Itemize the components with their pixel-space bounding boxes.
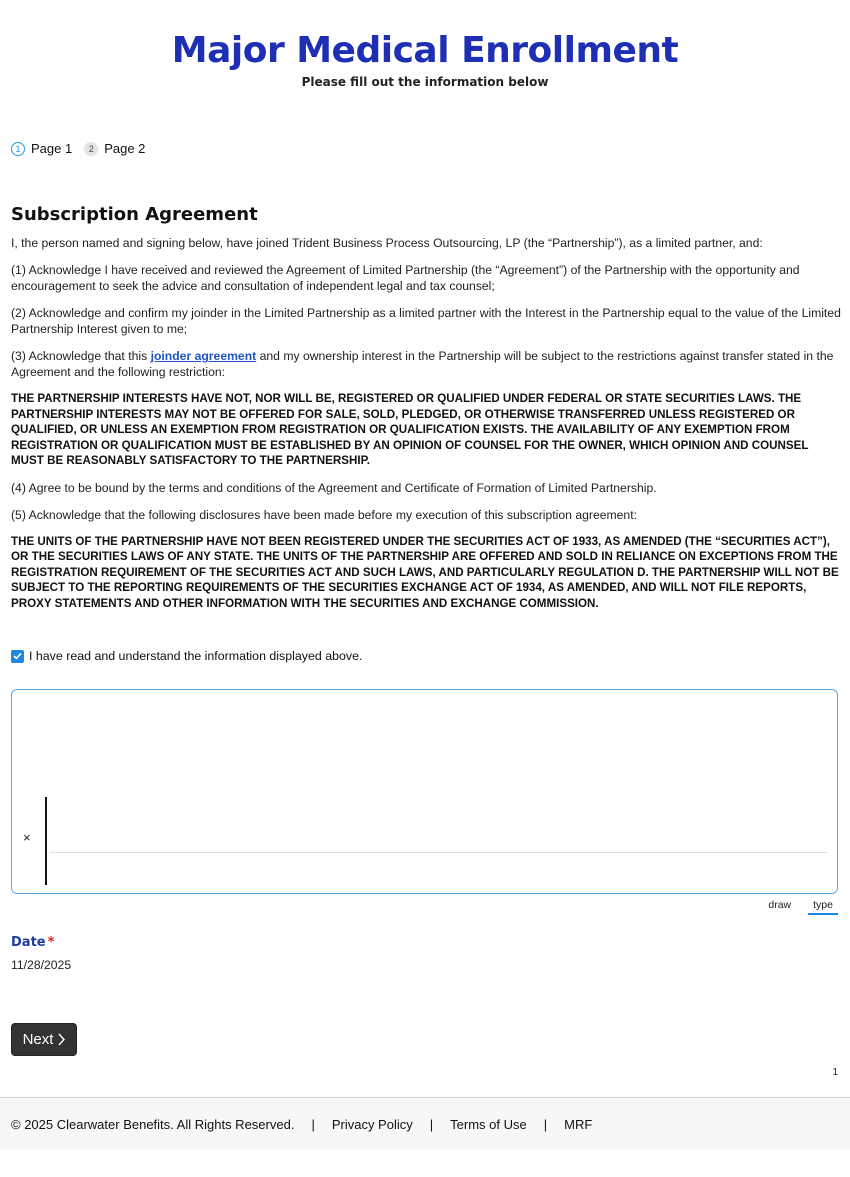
step-1-number: 1 [11, 142, 25, 156]
next-button[interactable] [11, 1023, 77, 1056]
step-1-label: Page 1 [31, 141, 73, 156]
footer-copyright: © 2025 Clearwater Benefits. All Rights Reserved. [11, 1116, 295, 1132]
joinder-agreement-link[interactable]: joinder agreement [150, 349, 257, 363]
agreement-item-3 [11, 348, 841, 380]
footer [0, 1097, 850, 1150]
privacy-policy-link[interactable]: Privacy Policy [331, 1116, 413, 1132]
step-indicator [11, 141, 157, 156]
page-header [0, 30, 850, 89]
step-page-2[interactable] [84, 141, 145, 156]
footer-separator: | [543, 1116, 548, 1132]
date-label [11, 935, 54, 950]
signature-x-mark: × [23, 830, 31, 845]
signature-mode-draw[interactable]: draw [768, 899, 792, 911]
date-value: 11/28/2025 [11, 958, 72, 972]
text-cursor [45, 797, 47, 885]
signature-mode-tabs [751, 899, 838, 915]
agreement-content [11, 204, 841, 622]
section-title: Subscription Agreement [11, 204, 258, 225]
agreement-item-1: (1) Acknowledge I have received and reviewed the Agreement of Limited Partnership (the “Agreement”) of the Partnership with the opportunity and encouragement to seek the advice and consultation of independent legal and tax counsel; [11, 263, 800, 293]
signature-mode-type[interactable]: type [808, 899, 838, 915]
agreement-intro: I, the person named and signing below, have joined Trident Business Process Outsourcing, LP (the “Partnership”), as a limited partner, and: [11, 236, 763, 250]
page-title: Major Medical Enrollment [171, 30, 679, 71]
signature-baseline [50, 852, 827, 853]
item-3-text-before: (3) Acknowledge that this [11, 349, 151, 363]
step-2-number: 2 [84, 142, 98, 156]
date-label-text: Date [11, 935, 46, 950]
terms-of-use-link[interactable]: Terms of Use [450, 1116, 527, 1132]
signature-pad[interactable] [11, 689, 838, 894]
acknowledge-checkbox[interactable] [11, 650, 24, 663]
step-2-label: Page 2 [104, 141, 146, 156]
page-number: 1 [832, 1067, 838, 1078]
acknowledge-label: I have read and understand the information displayed above. [29, 649, 363, 663]
footer-separator: | [429, 1116, 434, 1132]
next-button-label: Next [22, 1031, 54, 1048]
footer-separator: | [311, 1116, 315, 1132]
disclosure-notice: THE UNITS OF THE PARTNERSHIP HAVE NOT BEEN REGISTERED UNDER THE SECURITIES ACT OF 1933, AS AMENDED (THE “SECURITIES ACT”), OR THE SECURITIES LAWS OF ANY STATE. THE UNITS OF THE PARTNERSHIP ARE OFFERED AND SOLD IN RELIANCE ON EXCEPTIONS FROM THE REGISTRATION REQUIREMENT OF THE SECURITIES ACT AND SUCH LAWS, AND PARTICULARLY REGULATION D. THE PARTNERSHIP WILL NOT BE SUBJECT TO THE REPORTING REQUIREMENTS OF THE SECURITIES EXCHANGE ACT OF 1934, AS AMENDED, AND WILL NOT FILE REPORTS, PROXY STATEMENTS AND OTHER INFORMATION WITH THE SECURITIES AND EXCHANGE COMMISSION. [11, 534, 839, 610]
page-subtitle: Please fill out the information below [301, 75, 549, 89]
restriction-notice: THE PARTNERSHIP INTERESTS HAVE NOT, NOR WILL BE, REGISTERED OR QUALIFIED UNDER FEDERAL OR STATE SECURITIES LAWS. THE PARTNERSHIP INTERESTS MAY NOT BE OFFERED FOR SALE, SOLD, PLEDGED, OR OTHERWISE TRANSFERRED UNLESS REGISTERED OR QUALIFIED, OR UNLESS AN EXEMPTION FROM REGISTRATION OR QUALIFICATION EXISTS. THE AVAILABILITY OF ANY EXEMPTION FROM REGISTRATION OR QUALIFICATION MUST BE ESTABLISHED BY AN OPINION OF COUNSEL FOR THE OWNER, WHICH OPINION AND COUNSEL MUST BE REASONABLY SATISFACTORY TO THE PARTNERSHIP. [11, 392, 809, 467]
checkmark-icon [13, 652, 22, 660]
step-page-1[interactable] [11, 141, 72, 156]
agreement-item-5: (5) Acknowledge that the following disclosures have been made before my execution of this subscription agreement: [11, 507, 637, 522]
acknowledge-row [11, 649, 362, 663]
chevron-right-icon [58, 1033, 65, 1046]
agreement-item-4: (4) Agree to be bound by the terms and conditions of the Agreement and Certificate of Formation of Limited Partnership. [11, 480, 657, 495]
item-3-text-after: and my ownership interest in the Partnership will be subject to the restrictions against transfer stated in the Agreement and the following restriction: [11, 349, 834, 379]
required-asterisk: * [47, 935, 55, 950]
mrf-link[interactable]: MRF [564, 1116, 593, 1132]
agreement-item-2: (2) Acknowledge and confirm my joinder in the Limited Partnership as a limited partner with the Interest in the Partnership equal to the value of the Limited Partnership Interest given to me; [11, 306, 841, 336]
